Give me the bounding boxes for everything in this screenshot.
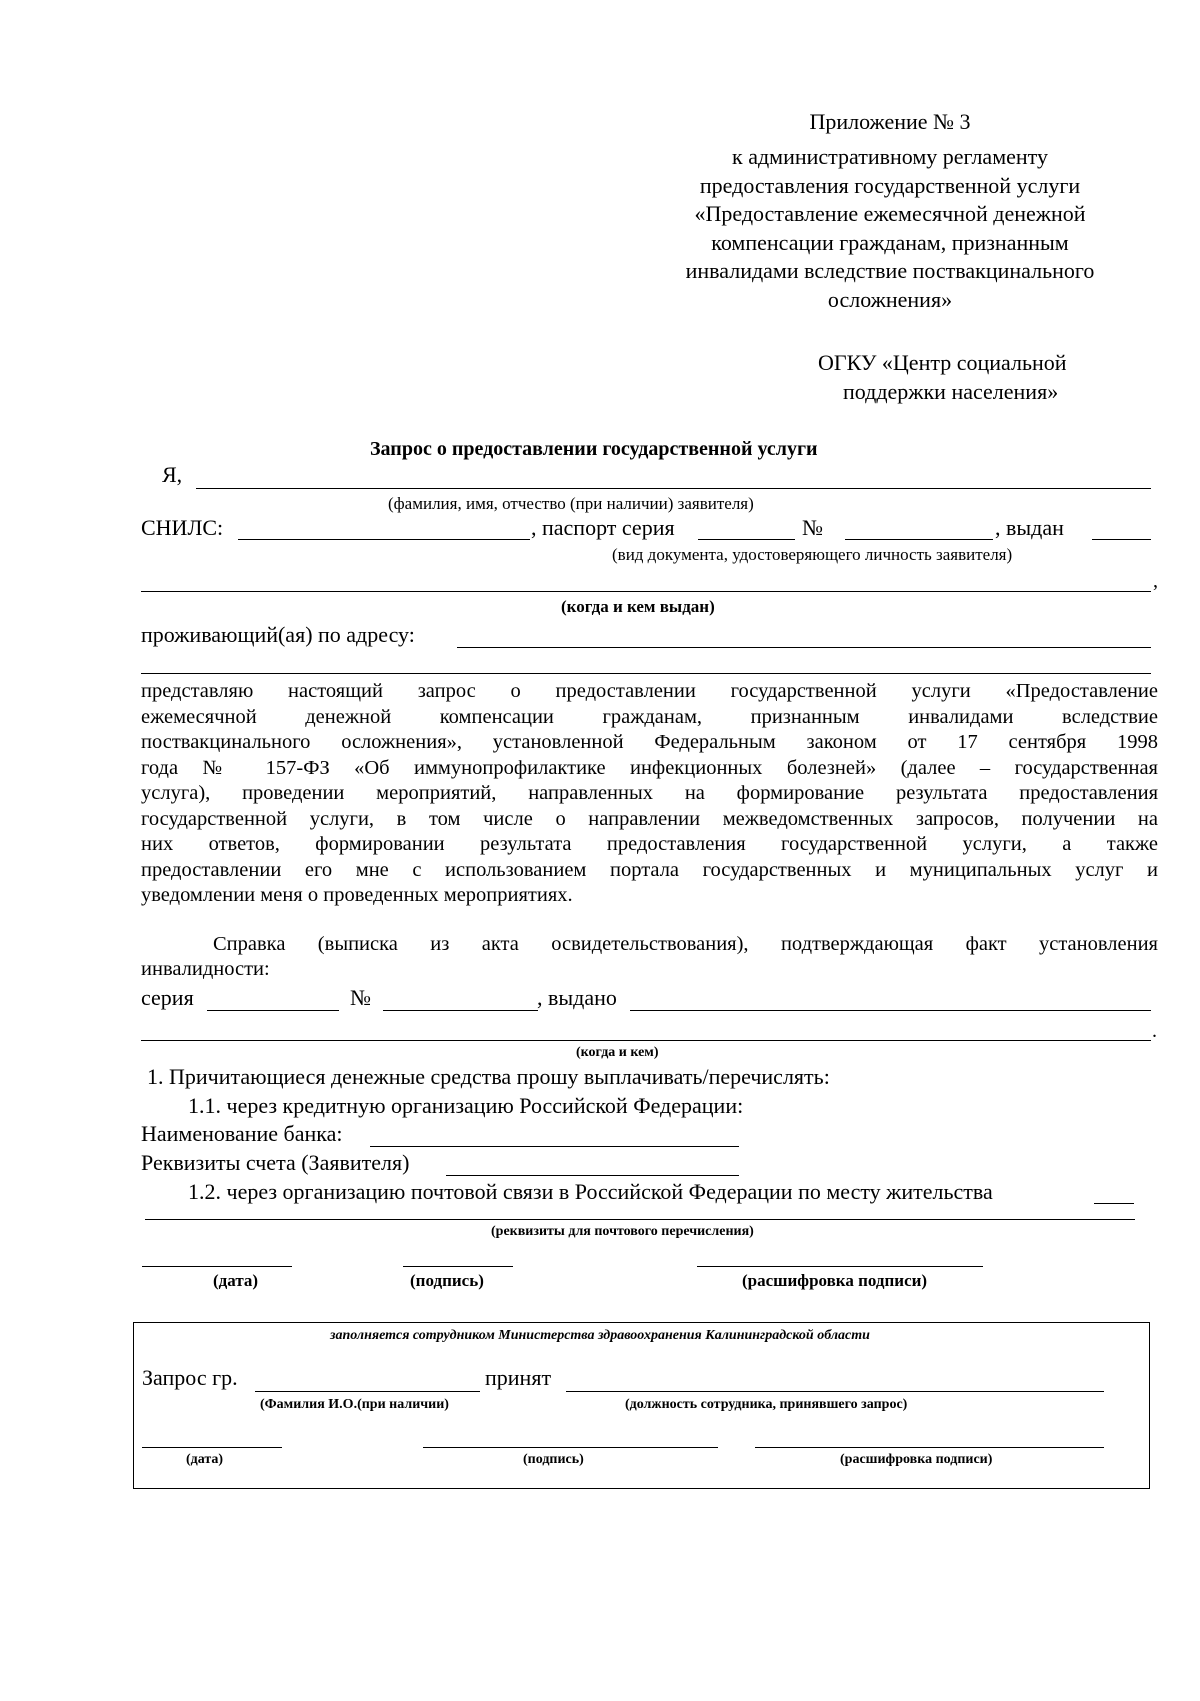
decode-field[interactable] — [697, 1266, 983, 1267]
addressee-line-2: поддержки населения» — [843, 379, 1059, 404]
cert-series-label: серия — [141, 985, 194, 1010]
passport-issuer-field[interactable] — [141, 591, 1151, 592]
cert-issued-field[interactable] — [630, 1010, 1151, 1011]
paragraph-line: государственной услуги, в том числе о направлении межведомственных запросов, получении на — [141, 807, 1158, 830]
staff-fio-hint: (Фамилия И.О.(при наличии) — [260, 1397, 449, 1412]
staff-decode-field[interactable] — [755, 1447, 1104, 1448]
signature-hint: (подпись) — [410, 1271, 484, 1290]
staff-date-field[interactable] — [142, 1447, 282, 1448]
passport-series-label: , паспорт серия — [531, 515, 675, 540]
payment-item-1-2: 1.2. через организацию почтовой связи в Российской Федерации по месту жительства — [188, 1179, 993, 1204]
request-fio-field[interactable] — [255, 1391, 480, 1392]
appendix-line: осложнения» — [827, 287, 953, 312]
cert-when-who-hint: (когда и кем) — [576, 1045, 659, 1060]
passport-issued-field[interactable] — [1092, 539, 1151, 540]
position-hint: (должность сотрудника, принявшего запрос) — [625, 1397, 908, 1412]
snils-label: СНИЛС: — [141, 515, 224, 540]
payment-item-1-1: 1.1. через кредитную организацию Российской Федерации: — [188, 1093, 744, 1118]
certificate-line-2: инвалидности: — [141, 958, 270, 980]
accepted-label: принят — [485, 1365, 552, 1390]
cert-series-field[interactable] — [207, 1010, 339, 1011]
cert-number-label: № — [350, 985, 371, 1010]
passport-number-field[interactable] — [845, 539, 993, 540]
body-paragraph — [141, 679, 1158, 909]
address-field-2[interactable] — [141, 673, 1151, 674]
date-field[interactable] — [142, 1266, 292, 1267]
appendix-line: «Предоставление ежемесячной денежной — [694, 201, 1086, 226]
appendix-line: к административному регламенту — [732, 144, 1048, 169]
paragraph-line: уведомлении меня о проведенных мероприятиях. — [141, 884, 573, 906]
account-field[interactable] — [446, 1175, 739, 1176]
certificate-paragraph — [213, 932, 1158, 958]
account-label: Реквизиты счета (Заявителя) — [141, 1150, 410, 1175]
certificate-line-1: Справка (выписка из акта освидетельствования), подтверждающая факт установления — [213, 933, 1158, 955]
postal-field-short[interactable] — [1094, 1203, 1134, 1204]
paragraph-line: представляю настоящий запрос о предоставлении государственной услуги «Предоставление — [141, 680, 1158, 702]
appendix-line: инвалидами вследствие поствакцинального — [685, 258, 1095, 283]
doc-hint: (вид документа, удостоверяющего личность заявителя) — [612, 545, 1013, 564]
cert-number-field[interactable] — [383, 1010, 538, 1011]
postal-hint: (реквизиты для почтового перечисления) — [491, 1224, 754, 1239]
staff-box-header: заполняется сотрудником Министерства здравоохранения Калининградской области — [330, 1328, 870, 1343]
period: . — [1152, 1020, 1157, 1042]
paragraph-line: предоставлении его мне с использованием портала государственных и муниципальных услуг и — [141, 858, 1158, 881]
appendix-line: предоставления государственной услуги — [699, 173, 1081, 198]
ya-label: Я, — [162, 462, 183, 487]
address-label: проживающий(ая) по адресу: — [141, 622, 415, 647]
signature-field[interactable] — [403, 1266, 513, 1267]
cert-issued-label: , выдано — [537, 985, 617, 1010]
fio-field[interactable] — [196, 488, 1151, 489]
paragraph-line: поствакцинального осложнения», установленной Федеральным законом от 17 сентября 1998 — [141, 731, 1158, 753]
staff-signature-hint: (подпись) — [523, 1452, 584, 1467]
postal-field[interactable] — [145, 1219, 1135, 1220]
paragraph-line: ежемесячной денежной компенсации гражданам, признанным инвалидами вследствие — [141, 705, 1158, 728]
request-label: Запрос гр. — [142, 1365, 238, 1390]
position-field[interactable] — [566, 1391, 1104, 1392]
staff-signature-field[interactable] — [423, 1447, 718, 1448]
bank-label: Наименование банка: — [141, 1121, 343, 1146]
passport-issued-label: , выдан — [995, 515, 1064, 540]
cert-issuer-field[interactable] — [141, 1040, 1151, 1041]
appendix-line: компенсации гражданам, признанным — [711, 230, 1069, 255]
form-title: Запрос о предоставлении государственной услуги — [370, 438, 818, 460]
paragraph-line: услуга), проведении мероприятий, направленных на формирование результата предоставления — [141, 782, 1158, 804]
addressee-line-1: ОГКУ «Центр социальной — [818, 350, 1067, 375]
snils-field[interactable] — [238, 539, 530, 540]
bank-field[interactable] — [370, 1146, 739, 1147]
when-who-hint: (когда и кем выдан) — [561, 597, 715, 616]
payment-item-1: 1. Причитающиеся денежные средства прошу выплачивать/перечислять: — [147, 1064, 830, 1089]
staff-date-hint: (дата) — [186, 1452, 224, 1467]
paragraph-line: года № 157-ФЗ «Об иммунопрофилактике инфекционных болезней» (далее – государственная — [141, 756, 1158, 779]
staff-decode-hint: (расшифровка подписи) — [840, 1452, 993, 1467]
address-field-1[interactable] — [457, 647, 1151, 648]
passport-number-label: № — [802, 515, 823, 540]
date-hint: (дата) — [213, 1271, 259, 1290]
passport-series-field[interactable] — [698, 539, 795, 540]
appendix-line: Приложение № 3 — [809, 109, 971, 134]
fio-hint: (фамилия, имя, отчество (при наличии) заявителя) — [388, 494, 754, 513]
paragraph-line: них ответов, формировании результата предоставления государственной услуги, а также — [141, 833, 1158, 855]
decode-hint: (расшифровка подписи) — [742, 1271, 928, 1290]
comma: , — [1153, 570, 1158, 592]
